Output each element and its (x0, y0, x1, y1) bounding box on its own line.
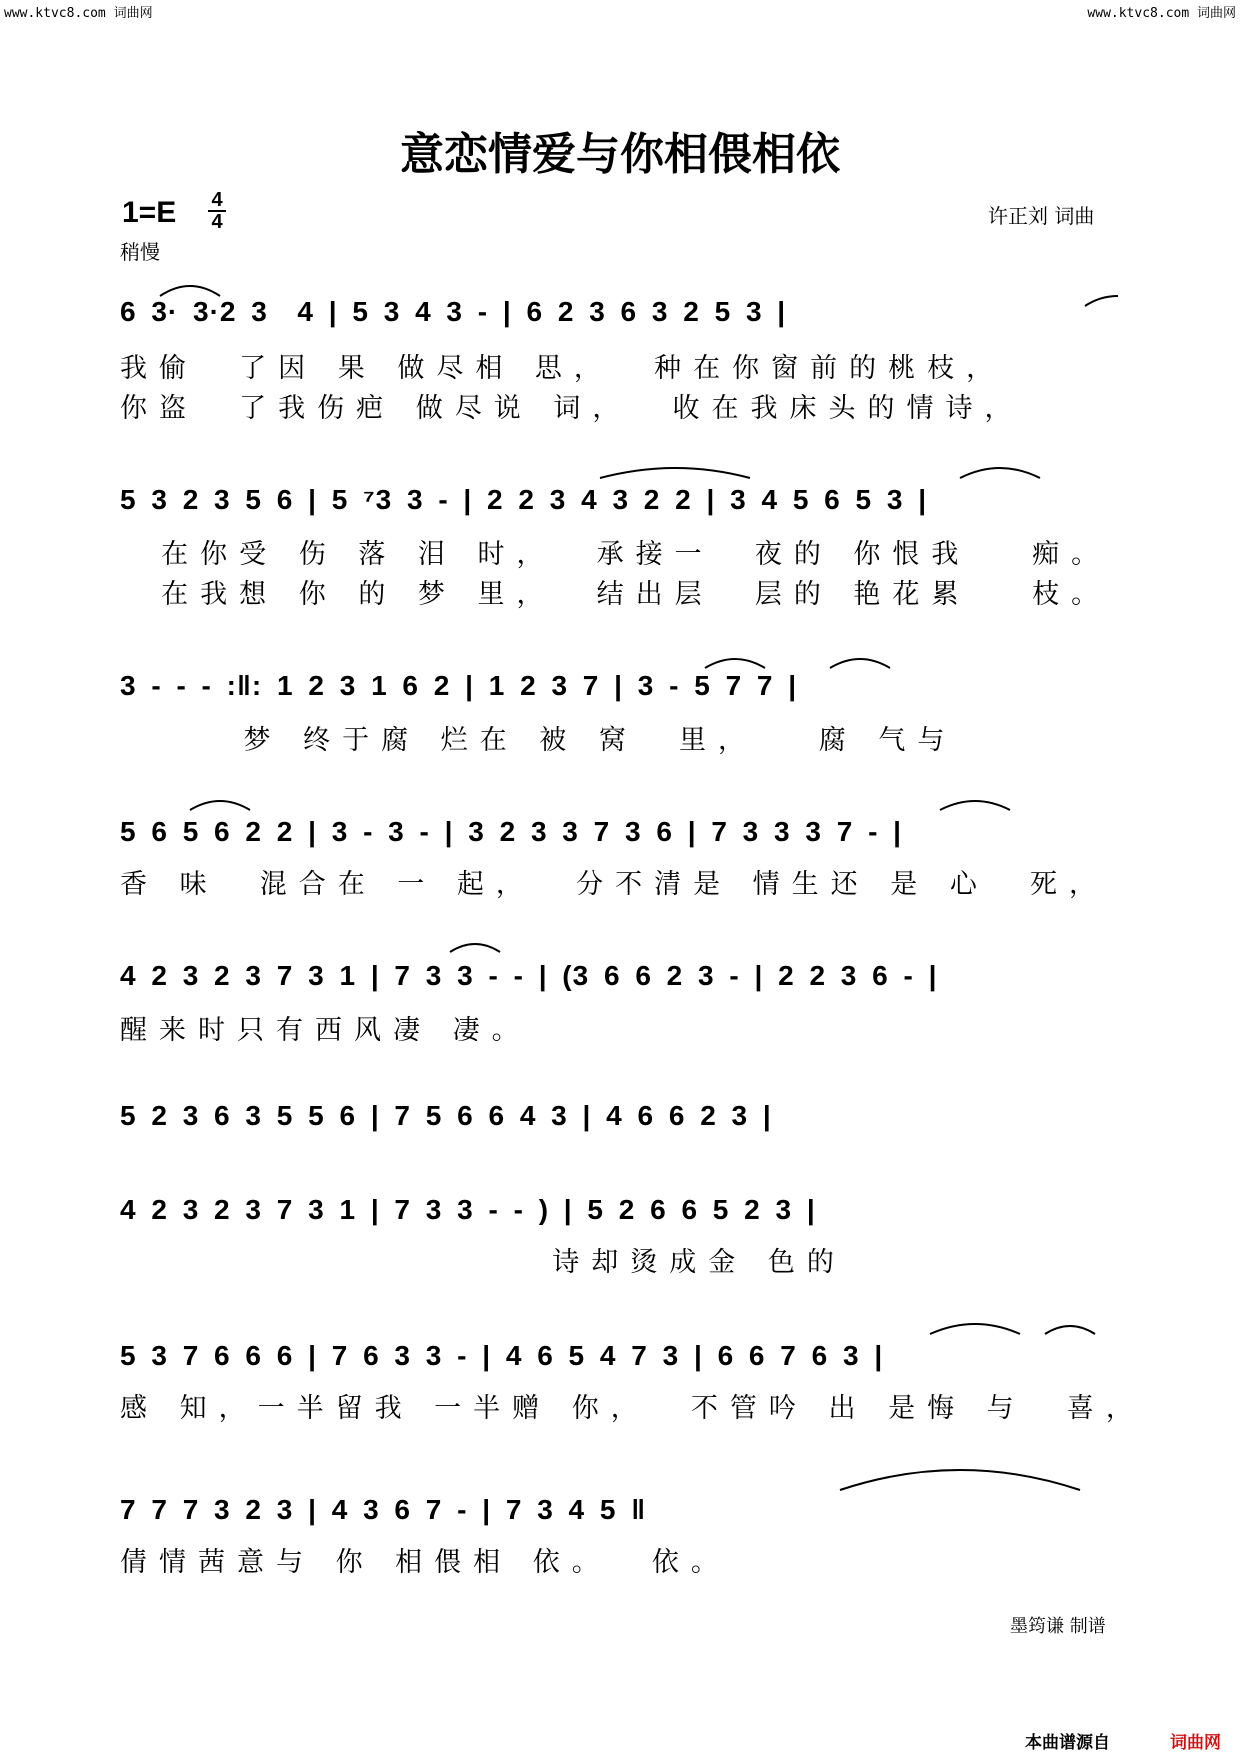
header-left[interactable]: www.ktvc8.com 词曲网 (4, 6, 153, 21)
footer-source: 本曲谱源自 (1025, 1733, 1110, 1753)
lyric-line: 你盗 了我伤疤 做尽说 词， 收在我床头的情诗， (120, 393, 1024, 424)
header-right[interactable]: www.ktvc8.com 词曲网 (1087, 6, 1236, 21)
lyric-line: 倩情茜意与 你 相偎相 依。 依。 (120, 1547, 730, 1578)
notation-line: 6 3· 3·2 3 4 | 5 3 4 3 - | 6 2 3 6 3 2 5 3 | (120, 296, 787, 327)
key-signature: 1=E (122, 196, 177, 229)
meter-top: 4 (208, 190, 226, 212)
composer-credit: 许正刘 词曲 (988, 204, 1095, 228)
footer-site-link[interactable]: 词曲网 (1170, 1733, 1221, 1753)
notation-line: 3 - - - :‖: 1 2 3 1 6 2 | 1 2 3 7 | 3 - 5 7 7 | (120, 670, 798, 701)
tempo-marking: 稍慢 (120, 240, 160, 264)
lyric-line: 醒来时只有西风凄 凄。 (120, 1015, 531, 1046)
meter-bottom: 4 (211, 211, 223, 233)
lyric-line: 在我想 你 的 梦 里， 结出层 层的 艳花累 枝。 (120, 579, 1111, 610)
lyric-line: 香 味 混合在 一 起， 分不清是 情生还 是 心 死， (120, 869, 1108, 900)
page-title: 意恋情爱与你相偎相依 (400, 129, 840, 180)
lyric-line: 在你受 伤 落 泪 时， 承接一 夜的 你恨我 痴。 (120, 539, 1111, 570)
notation-line: 5 3 2 3 5 6 | 5 ⁷3 3 - | 2 2 3 4 3 2 2 | 3 4 5 6 5 3 | (120, 484, 928, 515)
lyric-line: 诗却烫成金 色的 (120, 1247, 846, 1278)
notation-line: 4 2 3 2 3 7 3 1 | 7 3 3 - - ) | 5 2 6 6 5 2 3 | (120, 1194, 816, 1225)
notation-line: 5 3 7 6 6 6 | 7 6 3 3 - | 4 6 5 4 7 3 | 6 6 7 6 3 | (120, 1340, 884, 1371)
notation-line: 7 7 7 3 2 3 | 4 3 6 7 - | 7 3 4 5 ‖ (120, 1494, 647, 1525)
arranger-credit: 墨筠谦 制谱 (1010, 1616, 1106, 1637)
notation-line: 5 2 3 6 3 5 5 6 | 7 5 6 6 4 3 | 4 6 6 2 3 | (120, 1100, 772, 1131)
notation-line: 4 2 3 2 3 7 3 1 | 7 3 3 - - | (3 6 6 2 3 - | 2 2 3 6 - | (120, 960, 938, 991)
notation-line: 5 6 5 6 2 2 | 3 - 3 - | 3 2 3 3 7 3 6 | 7 3 3 3 7 - | (120, 816, 903, 847)
lyric-line: 梦 终于腐 烂在 被 窝 里， 腐 气与 (120, 725, 957, 756)
lyric-line: 我偷 了因 果 做尽相 思， 种在你窗前的桃枝， (120, 353, 1006, 384)
lyric-line: 感 知，一半留我 一半赠 你， 不管吟 出 是悔 与 喜， (120, 1393, 1145, 1424)
